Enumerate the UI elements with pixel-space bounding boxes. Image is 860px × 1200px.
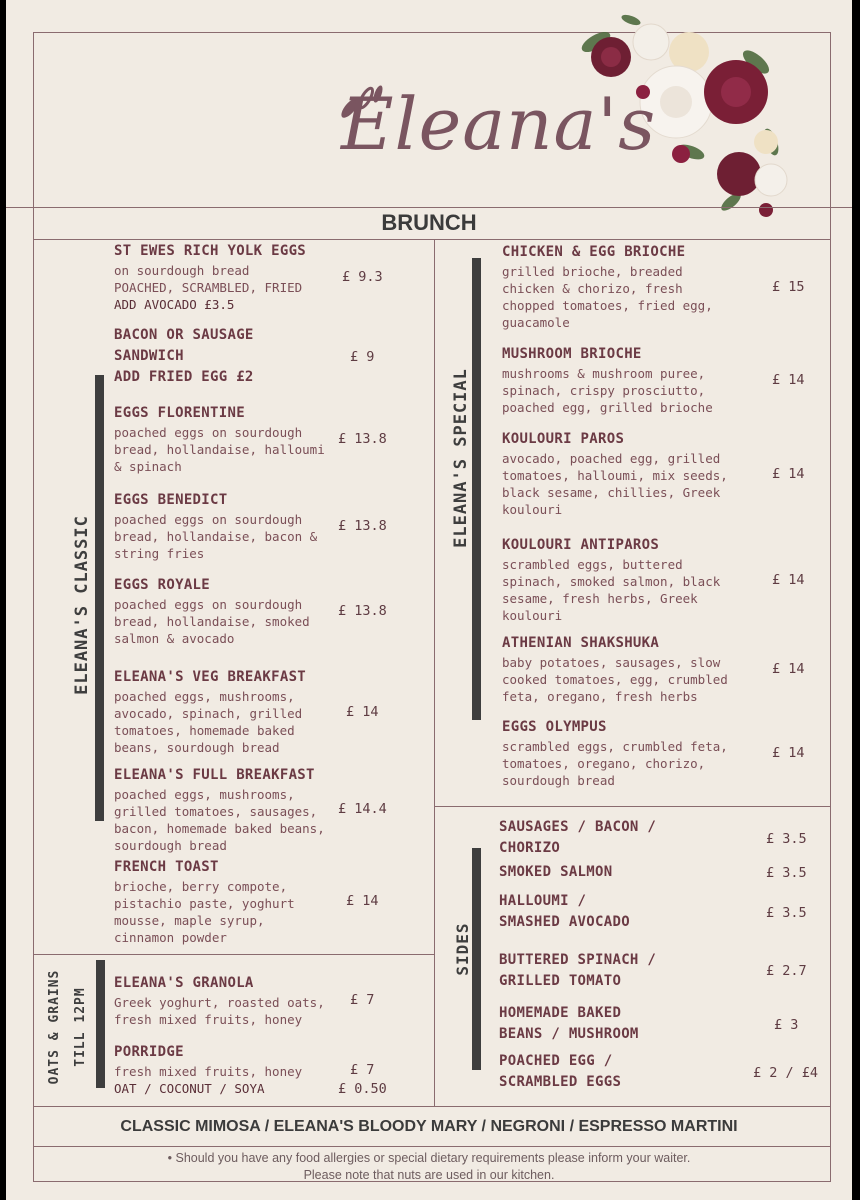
item-name: ATHENIAN SHAKSHUKA [502, 635, 660, 651]
item-name: FRENCH TOAST [114, 859, 219, 875]
item-price: £ 15 [772, 279, 805, 295]
side-item [499, 1051, 621, 1093]
item-desc: sourdough bread [114, 838, 227, 853]
menu-item [114, 490, 317, 562]
divider [33, 239, 831, 240]
item-price: £ 2.7 [766, 963, 807, 979]
item-desc: poached eggs on sourdough [114, 425, 303, 440]
item-name: BACON OR SAUSAGE [114, 327, 254, 343]
item-addon-price: £ 0.50 [338, 1081, 387, 1097]
item-desc: avocado, poached egg, grilled [502, 451, 721, 466]
item-desc: guacamole [502, 315, 570, 330]
item-name: ST EWES RICH YOLK EGGS [114, 243, 307, 259]
item-desc: brioche, berry compote, [114, 879, 288, 894]
item-desc: & spinach [114, 459, 182, 474]
item-addon: ADD AVOCADO £3.5 [114, 297, 235, 312]
item-price: £ 7 [350, 1062, 375, 1078]
item-name: EGGS BENEDICT [114, 492, 228, 508]
item-name: KOULOURI PAROS [502, 431, 625, 447]
item-desc: koulouri [502, 502, 563, 517]
item-desc: baby potatoes, sausages, slow [502, 655, 721, 670]
item-desc: avocado, spinach, grilled [114, 706, 303, 721]
item-desc: spinach, crispy prosciutto, [502, 383, 706, 398]
item-price: £ 14 [772, 372, 805, 388]
item-desc: mushrooms & mushroom puree, [502, 366, 706, 381]
nuts-note: Please note that nuts are used in our kitchen. [303, 1168, 555, 1182]
item-desc: poached egg, grilled brioche [502, 400, 713, 415]
menu-item [114, 857, 295, 946]
item-name: PORRIDGE [114, 1044, 184, 1060]
menu-item [502, 717, 728, 789]
item-desc: string fries [114, 546, 205, 561]
item-addon: OAT / COCONUT / SOYA [114, 1081, 265, 1096]
item-price: £ 14 [772, 661, 805, 677]
item-desc: chicken & chorizo, fresh [502, 281, 683, 296]
item-desc: bread, hollandaise, bacon & [114, 529, 318, 544]
item-price: £ 3.5 [766, 865, 807, 881]
item-name: SAUSAGES / BACON / [499, 819, 657, 835]
menu-item [502, 429, 728, 518]
menu-item [114, 973, 325, 1028]
oats-label: OATS & GRAINS [47, 969, 62, 1085]
item-desc: bread, hollandaise, smoked [114, 614, 310, 629]
menu-item [114, 1042, 302, 1097]
item-name: KOULOURI ANTIPAROS [502, 537, 660, 553]
item-name: HOMEMADE BAKED [499, 1005, 622, 1021]
menu-item [114, 667, 306, 756]
item-name: CHICKEN & EGG BRIOCHE [502, 244, 686, 260]
item-desc: sesame, fresh herbs, Greek [502, 591, 698, 606]
menu-item [502, 344, 713, 416]
item-name: EGGS ROYALE [114, 577, 211, 593]
item-desc: poached eggs on sourdough [114, 512, 303, 527]
item-desc: cooked tomatoes, egg, crumbled [502, 672, 728, 687]
item-desc: poached eggs, mushrooms, [114, 787, 295, 802]
divider [6, 207, 852, 208]
side-item [499, 1003, 639, 1045]
allergy-note: • Should you have any food allergies or special dietary requirements please inform your waiter. [167, 1151, 691, 1165]
item-desc: POACHED, SCRAMBLED, FRIED [114, 280, 303, 295]
item-desc: scrambled eggs, crumbled feta, [502, 739, 728, 754]
classic-bar [95, 375, 104, 821]
item-desc: Greek yoghurt, roasted oats, [114, 995, 325, 1010]
special-label: ELEANA'S SPECIAL [451, 368, 471, 548]
side-item [499, 817, 656, 859]
item-price: £ 3 [774, 1017, 799, 1033]
item-name: ELEANA'S FULL BREAKFAST [114, 767, 315, 783]
menu-item [114, 765, 325, 854]
item-name: BEANS / MUSHROOM [499, 1026, 639, 1042]
side-item [499, 862, 612, 883]
item-price: £ 14 [346, 893, 379, 909]
oats-bar [96, 960, 105, 1088]
item-desc: tomatoes, homemade baked [114, 723, 295, 738]
item-name: SMASHED AVOCADO [499, 914, 630, 930]
divider [33, 1106, 831, 1107]
item-price: £ 13.8 [338, 518, 387, 534]
restaurant-logo-text: Eleana's [341, 82, 657, 166]
item-name: HALLOUMI / [499, 893, 587, 909]
item-desc: poached eggs, mushrooms, [114, 689, 295, 704]
item-price: £ 14.4 [338, 801, 387, 817]
item-desc: chopped tomatoes, fried egg, [502, 298, 713, 313]
item-desc: beans, sourdough bread [114, 740, 280, 755]
item-desc: grilled tomatoes, sausages, [114, 804, 318, 819]
item-price: £ 14 [772, 572, 805, 588]
item-name: MUSHROOM BRIOCHE [502, 346, 642, 362]
item-desc: salmon & avocado [114, 631, 235, 646]
item-addon: ADD FRIED EGG £2 [114, 369, 254, 385]
menu-item [114, 403, 325, 475]
item-desc: fresh mixed fruits, honey [114, 1064, 303, 1079]
item-price: £ 13.8 [338, 603, 387, 619]
item-desc: cinnamon powder [114, 930, 227, 945]
section-title: BRUNCH [381, 210, 477, 235]
item-price: £ 14 [772, 745, 805, 761]
menu-item [502, 535, 720, 624]
item-price: £ 13.8 [338, 431, 387, 447]
menu-item [114, 575, 310, 647]
item-desc: bread, hollandaise, halloumi [114, 442, 325, 457]
item-desc: spinach, smoked salmon, black [502, 574, 721, 589]
item-desc: sourdough bread [502, 773, 615, 788]
side-item [499, 950, 656, 992]
item-price: £ 9 [350, 349, 375, 365]
item-name: EGGS OLYMPUS [502, 719, 607, 735]
item-desc: grilled brioche, breaded [502, 264, 683, 279]
item-price: £ 3.5 [766, 831, 807, 847]
oats-sub-label: TILL 12PM [73, 987, 88, 1067]
item-price: £ 2 / £4 [753, 1065, 819, 1081]
item-name: POACHED EGG / [499, 1053, 613, 1069]
item-desc: fresh mixed fruits, honey [114, 1012, 303, 1027]
item-name: CHORIZO [499, 840, 561, 856]
item-desc: tomatoes, oregano, chorizo, [502, 756, 706, 771]
item-name: SMOKED SALMON [499, 864, 613, 880]
item-desc: feta, oregano, fresh herbs [502, 689, 698, 704]
drinks-line: CLASSIC MIMOSA / ELEANA'S BLOODY MARY / NEGRONI / ESPRESSO MARTINI [120, 1118, 738, 1135]
divider [33, 1146, 831, 1147]
menu-item [502, 242, 713, 331]
menu-sheet [6, 0, 852, 1200]
item-desc: on sourdough bread [114, 263, 250, 278]
item-price: £ 14 [772, 466, 805, 482]
item-price: £ 7 [350, 992, 375, 1008]
item-desc: bacon, homemade baked beans, [114, 821, 325, 836]
item-price: £ 3.5 [766, 905, 807, 921]
item-desc: poached eggs on sourdough [114, 597, 303, 612]
menu-item [114, 325, 254, 388]
item-desc: tomatoes, halloumi, mix seeds, [502, 468, 728, 483]
menu-item [114, 241, 306, 313]
divider [33, 954, 435, 955]
divider [434, 806, 831, 807]
side-item [499, 891, 630, 933]
menu-item [502, 633, 728, 705]
item-name: ELEANA'S VEG BREAKFAST [114, 669, 307, 685]
item-name: ELEANA'S GRANOLA [114, 975, 254, 991]
item-price: £ 14 [346, 704, 379, 720]
item-name: BUTTERED SPINACH / [499, 952, 657, 968]
item-name: SCRAMBLED EGGS [499, 1074, 622, 1090]
item-desc: mousse, maple syrup, [114, 913, 265, 928]
column-divider [434, 239, 435, 1106]
sides-label: SIDES [453, 922, 472, 976]
item-price: £ 9.3 [342, 269, 383, 285]
item-name: EGGS FLORENTINE [114, 405, 245, 421]
classic-label: ELEANA'S CLASSIC [72, 515, 92, 695]
item-desc: scrambled eggs, buttered [502, 557, 683, 572]
item-desc: black sesame, chillies, Greek [502, 485, 721, 500]
item-desc: koulouri [502, 608, 563, 623]
item-desc: pistachio paste, yoghurt [114, 896, 295, 911]
item-name: GRILLED TOMATO [499, 973, 622, 989]
item-name: SANDWICH [114, 348, 184, 364]
